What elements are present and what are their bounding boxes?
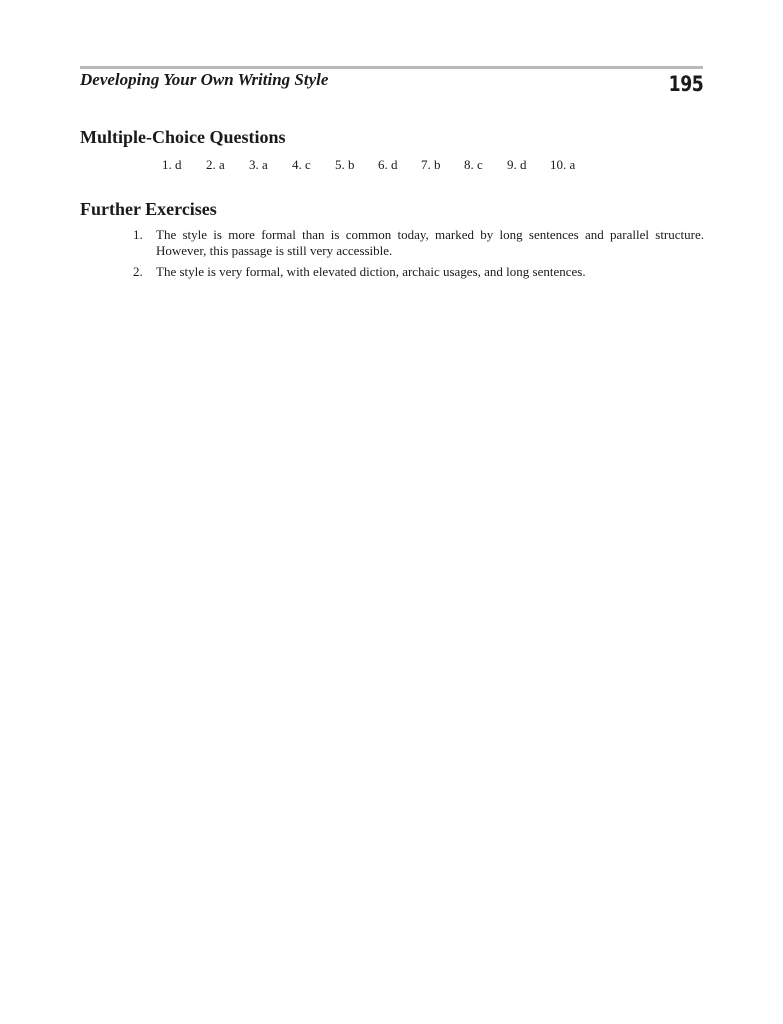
answer-item: 5. b bbox=[335, 157, 355, 172]
item-number: 2. bbox=[133, 264, 143, 279]
answer-item: 8. c bbox=[464, 157, 483, 172]
item-text: The style is very formal, with elevated diction, archaic usages, and long sentences. bbox=[156, 264, 586, 279]
answer-item: 6. d bbox=[378, 157, 398, 172]
header-rule bbox=[80, 66, 703, 69]
answer-item: 2. a bbox=[206, 157, 225, 172]
page-number: 195 bbox=[668, 72, 703, 96]
answer-item: 3. a bbox=[249, 157, 268, 172]
exercise-list bbox=[131, 227, 704, 285]
answer-item: 1. d bbox=[162, 157, 182, 172]
multiple-choice-heading: Multiple-Choice Questions bbox=[80, 127, 286, 147]
answer-item: 10. a bbox=[550, 157, 576, 172]
answer-item: 4. c bbox=[292, 157, 311, 172]
further-exercises-heading: Further Exercises bbox=[80, 199, 217, 219]
item-number: 1. bbox=[133, 227, 143, 242]
answer-item: 7. b bbox=[421, 157, 441, 172]
running-title: Developing Your Own Writing Style bbox=[80, 70, 329, 89]
list-item bbox=[131, 227, 704, 259]
answer-item: 9. d bbox=[507, 157, 527, 172]
list-item bbox=[131, 264, 704, 280]
item-text: The style is more formal than is common today, marked by long sentences and parallel structure. However, this passage is still very accessible. bbox=[156, 227, 704, 258]
